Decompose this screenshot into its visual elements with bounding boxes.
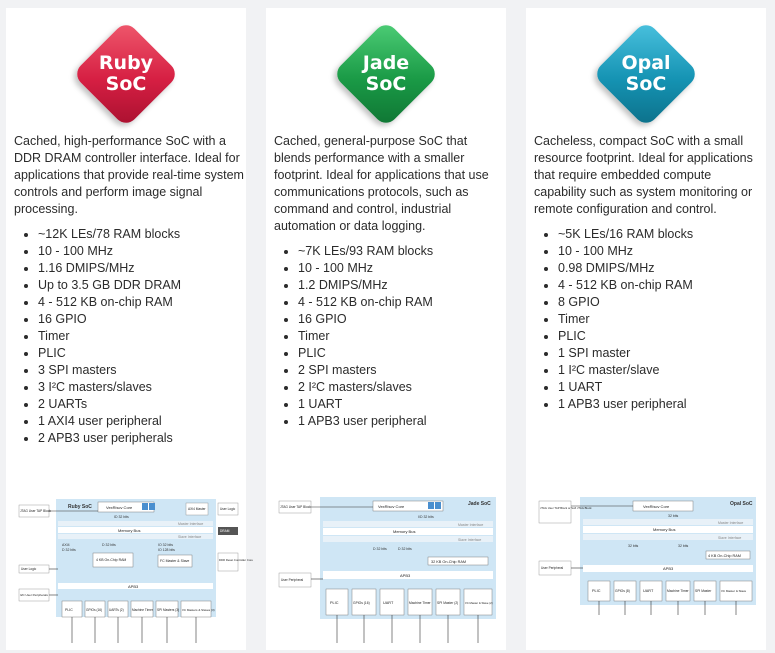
peripheral-label: I²C Master & Slave	[721, 589, 747, 593]
list-item: • 10 - 100 MHz	[38, 243, 253, 260]
external-block	[218, 553, 238, 571]
list-item: • 1 SPI master	[558, 345, 773, 362]
bus-label: IO 32 bits	[158, 543, 173, 547]
list-item: • 1 APB3 user peripheral	[298, 413, 513, 430]
list-item: • 1 UART	[298, 396, 513, 413]
list-item: • 4 - 512 KB on-chip RAM	[558, 277, 773, 294]
peripheral-label: UARTs (2)	[109, 608, 124, 612]
list-item: • 0.98 DMIPS/MHz	[558, 260, 773, 277]
bus-label: IO 128 bits	[158, 548, 175, 552]
cache-icon	[435, 502, 441, 509]
peripheral-label: SPI Masters (3)	[157, 608, 180, 612]
peripheral-label: Machine Timer	[409, 601, 431, 605]
jade-soc-logo	[340, 28, 432, 120]
peripheral-label: I²C Masters & Slaves (3)	[182, 608, 215, 612]
external-label: I2C User Peripherals	[20, 593, 48, 597]
card-description: Cached, high-performance SoC with a DDR DRAM controller interface. Ideal for applications that provide real-time system controls and perform image signal processing.	[14, 134, 244, 216]
list-item: • 1.2 DMIPS/MHz	[298, 277, 513, 294]
list-item: • PLIC	[558, 328, 773, 345]
bus-label: I/D 32 bits	[418, 515, 434, 519]
badge-suffix: SoC	[365, 73, 407, 95]
peripheral-label: PLIC	[330, 601, 339, 605]
list-item: • 8 GPIO	[558, 294, 773, 311]
list-item: • 1 APB3 user peripheral	[558, 396, 773, 413]
external-label: JTAG User TAP Block	[20, 509, 51, 513]
list-item: • 2 APB3 user peripherals	[38, 430, 253, 447]
badge-name: Opal	[621, 52, 671, 74]
peripheral-label: PLIC	[65, 608, 73, 612]
master-interface-label: Master Interface	[458, 523, 484, 527]
list-item: • Timer	[38, 328, 253, 345]
list-item: • ~12K LEs/78 RAM blocks	[38, 226, 253, 243]
onchip-ram-label: 4 KB On-Chip RAM	[96, 558, 127, 562]
master-interface-label: Master Interface	[718, 521, 744, 525]
external-block	[539, 501, 571, 523]
bus-label: 32 bits	[668, 514, 679, 518]
onchip-ram-label: 4 KB On-Chip RAM	[708, 554, 741, 558]
diagram-title: Ruby SoC	[68, 504, 92, 510]
badge-suffix: SoC	[105, 73, 147, 95]
list-item: • Up to 3.5 GB DDR DRAM	[38, 277, 253, 294]
peripheral-label: GPIOs (16)	[86, 608, 103, 612]
badge-suffix: SoC	[625, 73, 667, 95]
external-label: JTAG User TAP Block or Soft JTAG Block	[540, 506, 592, 510]
cache-icon	[142, 503, 148, 510]
apb-label: APB3	[400, 573, 411, 578]
list-item: • Timer	[558, 311, 773, 328]
external-label: User Logic	[220, 507, 236, 511]
external-label: AXI4 Master	[188, 507, 206, 511]
external-label: DDR Reset Controller Core	[219, 558, 253, 562]
feature-list	[544, 226, 773, 413]
bus-label: D 32 bits	[102, 543, 116, 547]
bus-label: 32 bits	[628, 544, 639, 548]
card-description: Cacheless, compact SoC with a small resource footprint. Ideal for applications that require embedded compute capability such as system monitoring or remote configuration and control.	[534, 134, 753, 216]
diagram-title: Opal SoC	[730, 501, 753, 507]
list-item: • 1 AXI4 user peripheral	[38, 413, 253, 430]
slave-interface-label: Slave Interface	[718, 536, 742, 540]
list-item: • 2 I²C masters/slaves	[298, 379, 513, 396]
list-item: • 2 SPI masters	[298, 362, 513, 379]
feature-list	[284, 243, 513, 430]
list-item: • 4 - 512 KB on-chip RAM	[298, 294, 513, 311]
peripheral-label: UART	[643, 589, 654, 593]
list-item: • 1 UART	[558, 379, 773, 396]
card-description: Cached, general-purpose SoC that blends performance with a smaller footprint. Ideal for applications that use communications protocols, such as command and control, industrial automation or data logging.	[274, 134, 489, 233]
block-diagram	[18, 493, 253, 648]
list-item: • Timer	[298, 328, 513, 345]
list-item: • 10 - 100 MHz	[558, 243, 773, 260]
external-label: DRAM	[220, 529, 230, 533]
list-item: • 10 - 100 MHz	[298, 260, 513, 277]
peripheral-label: Machine Timer	[132, 608, 153, 612]
slave-interface-label: Slave Interface	[178, 535, 202, 539]
memory-bus-label: Memory Bus	[653, 527, 676, 532]
onchip-ram-label: 32 KB On-Chip RAM	[431, 560, 467, 564]
list-item: • 1.16 DMIPS/MHz	[38, 260, 253, 277]
cache-icon	[428, 502, 434, 509]
list-item: • 16 GPIO	[38, 311, 253, 328]
peripheral-label: SPI Master (2)	[437, 601, 459, 605]
list-item: • 2 UARTs	[38, 396, 253, 413]
axi4-label: AXI4	[62, 543, 70, 547]
opal-soc-logo	[600, 28, 692, 120]
memory-bus-label: Memory Bus	[118, 528, 141, 533]
peripheral-label: GPIOs (8)	[615, 589, 630, 593]
peripheral-label: I²C Master & Slave (2)	[465, 601, 493, 605]
list-item: • 3 SPI masters	[38, 362, 253, 379]
slave-interface-label: Slave Interface	[458, 538, 482, 542]
core-label: VexRiscv Core	[643, 504, 670, 509]
external-label: User Peripheral	[281, 578, 304, 582]
feature-list	[24, 226, 253, 447]
apb-label: APB3	[128, 584, 139, 589]
list-item: • 3 I²C masters/slaves	[38, 379, 253, 396]
opal-soc-card	[526, 8, 766, 650]
peripheral-label: UART	[383, 601, 394, 605]
apb-label: APB3	[663, 566, 674, 571]
external-label: User Logic	[21, 567, 37, 571]
fc-label: FC Master & Slave	[160, 559, 190, 563]
list-item: • ~7K LEs/93 RAM blocks	[298, 243, 513, 260]
external-label: User Peripheral	[541, 566, 564, 570]
badge-name: Jade	[362, 52, 410, 74]
peripheral-label: SPI Master	[695, 589, 712, 593]
bus-label: D 32 bits	[398, 547, 412, 551]
cache-icon	[149, 503, 155, 510]
memory-bus-label: Memory Bus	[393, 529, 416, 534]
list-item: • 4 - 512 KB on-chip RAM	[38, 294, 253, 311]
list-item: • PLIC	[298, 345, 513, 362]
list-item: • 1 I²C master/slave	[558, 362, 773, 379]
peripheral-label: Machine Timer	[667, 589, 689, 593]
ruby-soc-logo	[80, 28, 172, 120]
peripheral-label: PLIC	[592, 589, 601, 593]
ruby-soc-card	[6, 8, 253, 650]
core-label: VexRiscv Core	[106, 505, 133, 510]
block-diagram	[278, 493, 500, 648]
peripheral-label: GPIOs (16)	[353, 601, 370, 605]
bus-label: ID 32 bits	[114, 515, 129, 519]
bus-label: D 32 bits	[373, 547, 387, 551]
bus-label: 32 bits	[678, 544, 689, 548]
list-item: • 16 GPIO	[298, 311, 513, 328]
bus-label: D 32 bits	[62, 548, 76, 552]
core-label: VexRiscv Core	[378, 504, 405, 509]
jade-soc-card	[266, 8, 506, 650]
external-label: JTAG User TAP Block	[280, 505, 311, 509]
block-diagram	[538, 493, 760, 648]
list-item: • PLIC	[38, 345, 253, 362]
master-interface-label: Master Interface	[178, 522, 204, 526]
diagram-title: Jade SoC	[468, 501, 491, 507]
badge-name: Ruby	[98, 52, 154, 74]
list-item: • ~5K LEs/16 RAM blocks	[558, 226, 773, 243]
